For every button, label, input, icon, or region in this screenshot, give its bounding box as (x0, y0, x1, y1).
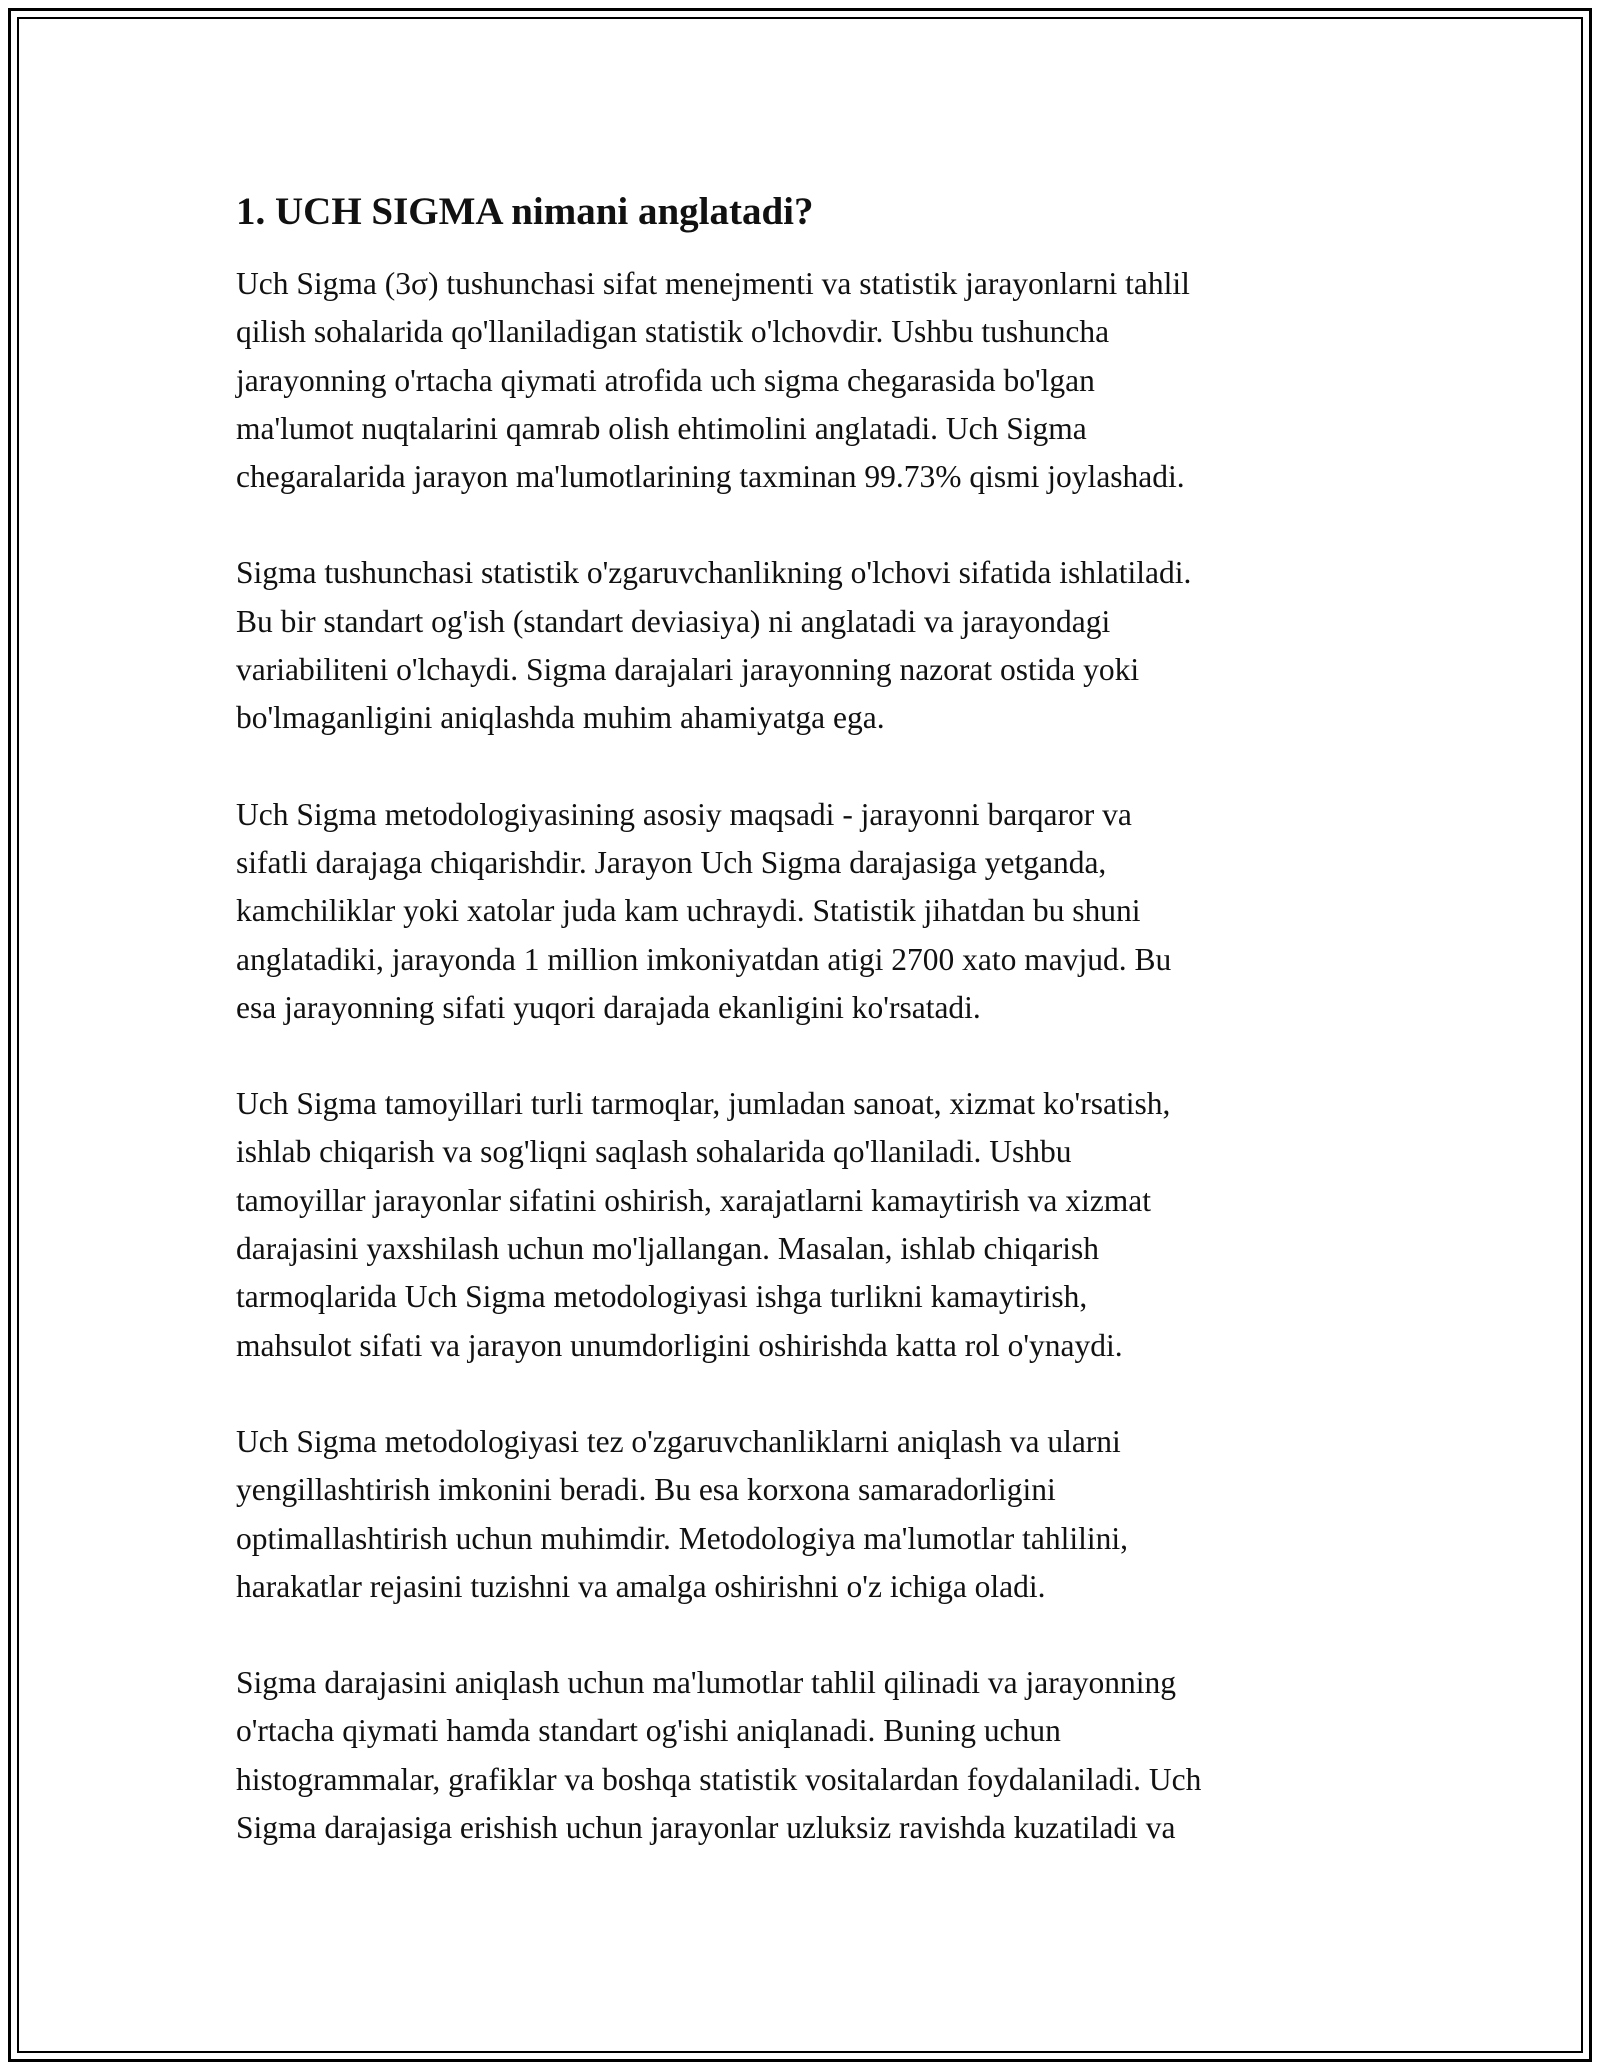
text-line: esa jarayonning sifati yuqori darajada ekanligini ko'rsatadi. (236, 989, 981, 1025)
text-line: Sigma tushunchasi statistik o'zgaruvchanlikning o'lchovi sifatida ishlatiladi. (236, 555, 1192, 591)
text-line: Bu bir standart og'ish (standart deviasiya) ni anglatadi va jarayondagi (236, 603, 1111, 639)
paragraph-4 (236, 1080, 1366, 1370)
text-line: histogrammalar, grafiklar va boshqa statistik vositalardan foydalaniladi. Uch (236, 1761, 1202, 1797)
document-body (236, 186, 1366, 1900)
text-line: jarayonning o'rtacha qiymati atrofida uch sigma chegarasida bo'lgan (236, 362, 1095, 398)
text-line: tamoyillar jarayonlar sifatini oshirish, xarajatlarni kamaytirish va xizmat (236, 1182, 1151, 1218)
paragraph-1 (236, 260, 1366, 501)
text-line: darajasini yaxshilash uchun mo'ljallangan. Masalan, ishlab chiqarish (236, 1231, 1099, 1267)
text-line: Uch Sigma metodologiyasining asosiy maqsadi - jarayonni barqaror va (236, 796, 1132, 832)
text-line: variabiliteni o'lchaydi. Sigma darajalari jarayonning nazorat ostida yoki (236, 652, 1140, 688)
text-line: ishlab chiqarish va sog'liqni saqlash sohalarida qo'llaniladi. Ushbu (236, 1134, 1072, 1170)
text-line: optimallashtirish uchun muhimdir. Metodologiya ma'lumotlar tahlilini, (236, 1520, 1128, 1556)
text-line: bo'lmaganligini aniqlashda muhim ahamiyatga ega. (236, 700, 885, 736)
text-line: kamchiliklar yoki xatolar juda kam uchraydi. Statistik jihatdan bu shuni (236, 893, 1141, 929)
section-heading: 1. UCH SIGMA nimani anglatadi? (236, 190, 814, 233)
text-line: Sigma darajasiga erishish uchun jarayonlar uzluksiz ravishda kuzatiladi va (236, 1810, 1176, 1846)
text-line: mahsulot sifati va jarayon unumdorligini oshirishda katta rol o'ynaydi. (236, 1327, 1123, 1363)
text-line: Uch Sigma metodologiyasi tez o'zgaruvchanliklarni aniqlash va ularni (236, 1423, 1121, 1459)
text-line: Sigma darajasini aniqlash uchun ma'lumotlar tahlil qilinadi va jarayonning (236, 1665, 1176, 1701)
paragraph-6 (236, 1659, 1366, 1852)
paragraph-5 (236, 1418, 1366, 1611)
text-line: Uch Sigma tamoyillari turli tarmoqlar, jumladan sanoat, xizmat ko'rsatish, (236, 1086, 1171, 1122)
paragraph-3 (236, 791, 1366, 1032)
text-line: tarmoqlarida Uch Sigma metodologiyasi ishga turlikni kamaytirish, (236, 1279, 1088, 1315)
paragraph-2 (236, 549, 1366, 742)
text-line: harakatlar rejasini tuzishni va amalga oshirishni o'z ichiga oladi. (236, 1568, 1046, 1604)
text-line: sifatli darajaga chiqarishdir. Jarayon Uch Sigma darajasiga yetganda, (236, 844, 1107, 880)
text-line: Uch Sigma (3σ) tushunchasi sifat menejmenti va statistik jarayonlarni tahlil (236, 266, 1190, 301)
text-line: o'rtacha qiymati hamda standart og'ishi aniqlanadi. Buning uchun (236, 1713, 1061, 1749)
text-line: chegaralarida jarayon ma'lumotlarining taxminan 99.73% qismi joylashadi. (236, 459, 1185, 495)
text-line: anglatadiki, jarayonda 1 million imkoniyatdan atigi 2700 xato mavjud. Bu (236, 941, 1172, 977)
text-line: qilish sohalarida qo'llaniladigan statistik o'lchovdir. Ushbu tushuncha (236, 314, 1110, 350)
text-line: yengillashtirish imkonini beradi. Bu esa korxona samaradorligini (236, 1472, 1056, 1508)
text-line: ma'lumot nuqtalarini qamrab olish ehtimolini anglatadi. Uch Sigma (236, 410, 1087, 446)
